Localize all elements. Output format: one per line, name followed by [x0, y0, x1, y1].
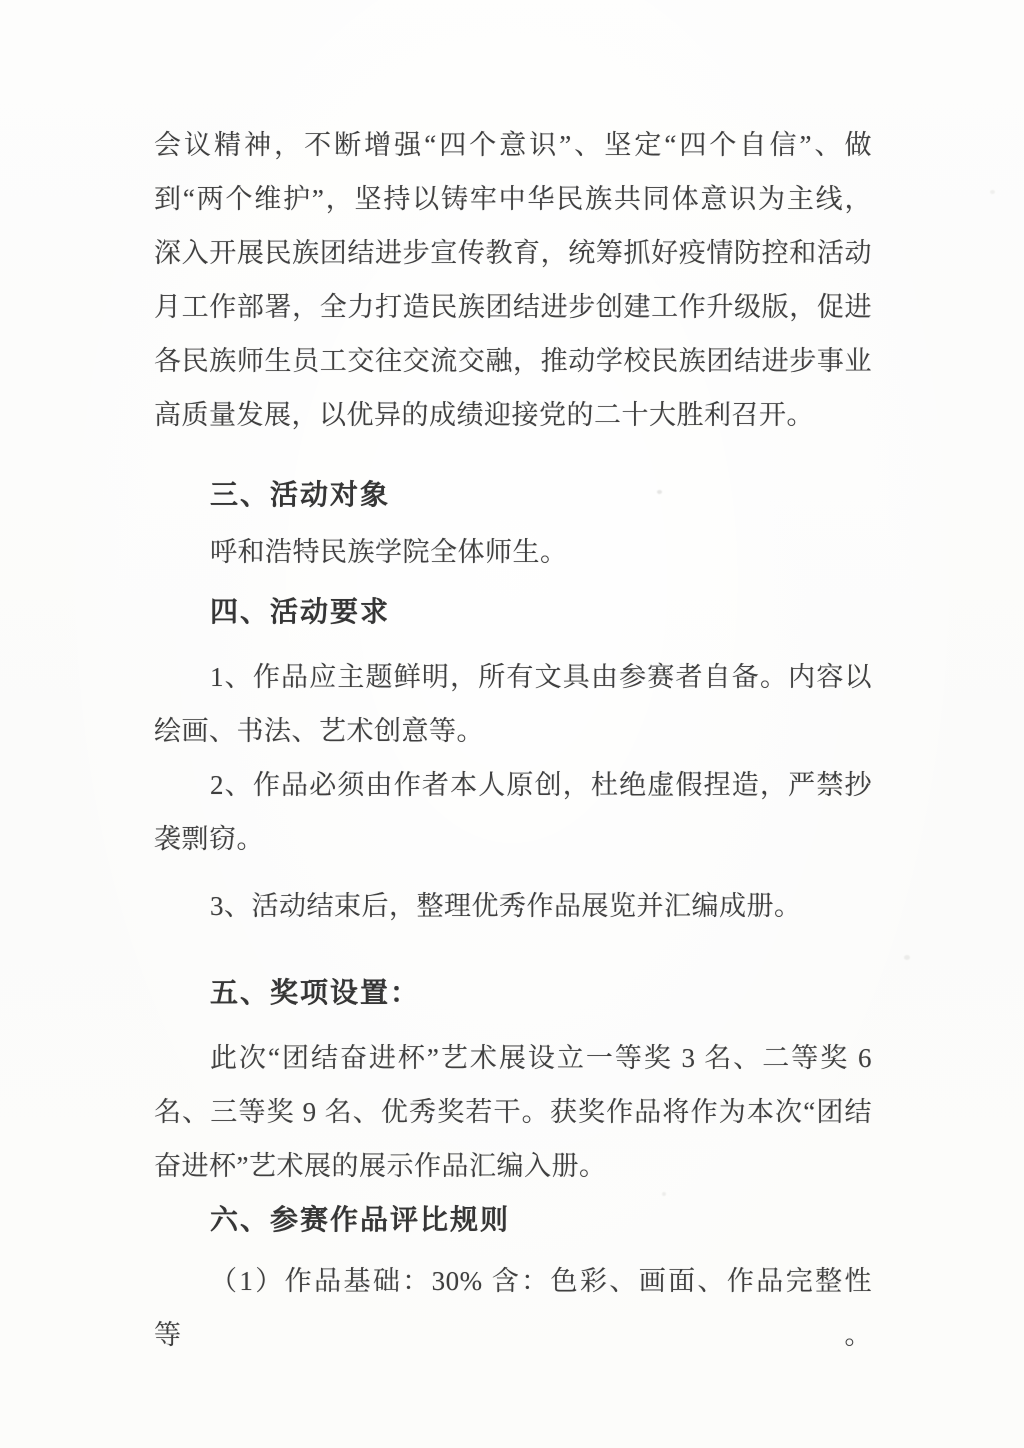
scan-speck	[904, 955, 910, 960]
text-line: 名、三等奖 9 名、优秀奖若干。获奖作品将作为本次“团结	[154, 1097, 872, 1127]
section-heading-awards: 五、奖项设置：	[210, 977, 421, 1008]
text-line: 1、作品应主题鲜明，所有文具由参赛者自备。内容以	[210, 662, 872, 692]
text-line: （1）作品基础：30% 含：色彩、画面、作品完整性等。	[154, 1266, 872, 1350]
scan-speck	[990, 190, 995, 194]
section-heading-activity-target: 三、活动对象	[210, 479, 391, 510]
text-line: 各民族师生员工交往交流交融，推动学校民族团结进步事业	[154, 346, 872, 376]
section-heading-activity-requirements: 四、活动要求	[210, 596, 391, 627]
text-line: 到“两个维护”，坚持以铸牢中华民族共同体意识为主线，	[154, 184, 872, 214]
text-line: 深入开展民族团结进步宣传教育，统筹抓好疫情防控和活动	[154, 238, 872, 268]
text-line: 3、活动结束后，整理优秀作品展览并汇编成册。	[210, 891, 802, 921]
text-line: 2、作品必须由作者本人原创，杜绝虚假捏造，严禁抄	[210, 770, 872, 800]
scan-speck	[662, 1192, 666, 1196]
text-line: 袭剽窃。	[154, 824, 264, 854]
text-line: 高质量发展，以优异的成绩迎接党的二十大胜利召开。	[154, 400, 814, 430]
document-text-block	[154, 118, 872, 1362]
text-line: 绘画、书法、艺术创意等。	[154, 716, 484, 746]
text-line: 呼和浩特民族学院全体师生。	[210, 537, 568, 567]
text-line: 奋进杯”艺术展的展示作品汇编入册。	[154, 1151, 607, 1181]
scan-speck	[657, 490, 662, 494]
text-line: 月工作部署，全力打造民族团结进步创建工作升级版，促进	[154, 292, 872, 322]
text-line: 会议精神，不断增强“四个意识”、坚定“四个自信”、做	[154, 130, 872, 160]
text-line: 此次“团结奋进杯”艺术展设立一等奖 3 名、二等奖 6	[210, 1043, 872, 1073]
section-heading-judging-rules: 六、参赛作品评比规则	[210, 1204, 511, 1235]
